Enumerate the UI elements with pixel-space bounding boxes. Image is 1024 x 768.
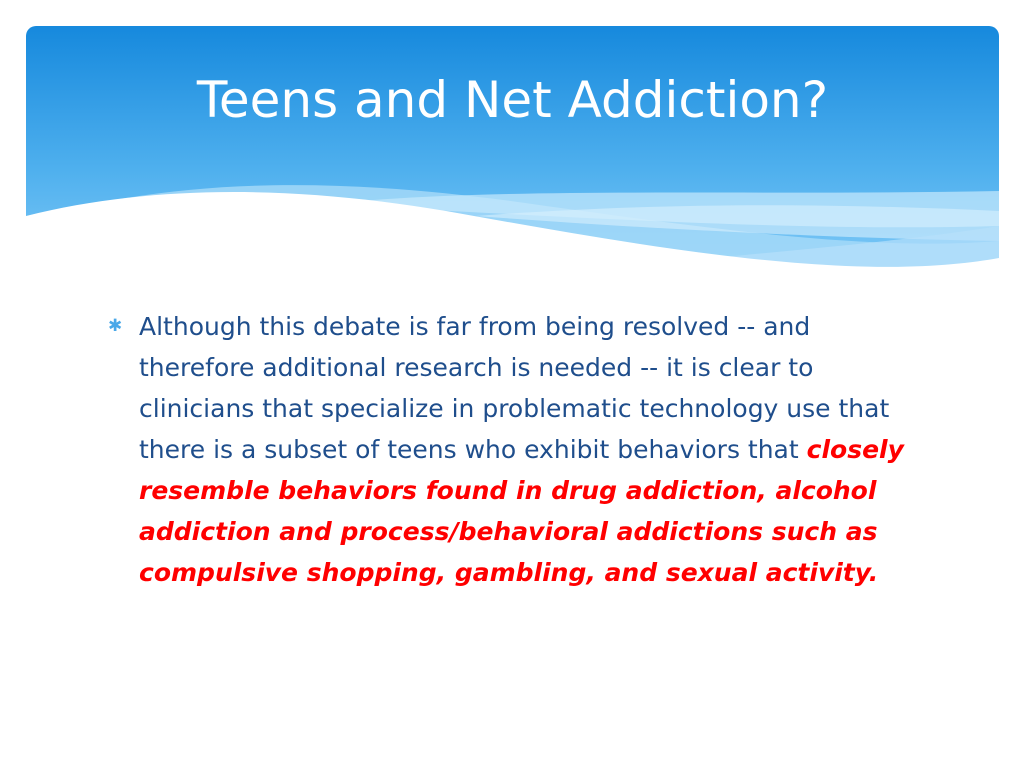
asterisk-bullet-icon: ✱ [108,316,123,336]
slide-title: Teens and Net Addiction? [196,71,829,129]
bullet-text: Although this debate is far from being resolved -- and therefore additional research is needed -- it is clear to clinicians that specialize in problematic technology use that there is a subset of teens who exhibit behaviors that [139,312,890,464]
header-banner [26,26,999,288]
bullet-emphasis-text: closely resemble behaviors found in drug addiction, alcohol addiction and process/behavioral addictions such as compulsive shopping, gambling, and sexual activity. [139,435,904,587]
bullet-item [108,306,928,593]
content-area [108,306,928,593]
wave-decoration [26,26,999,288]
